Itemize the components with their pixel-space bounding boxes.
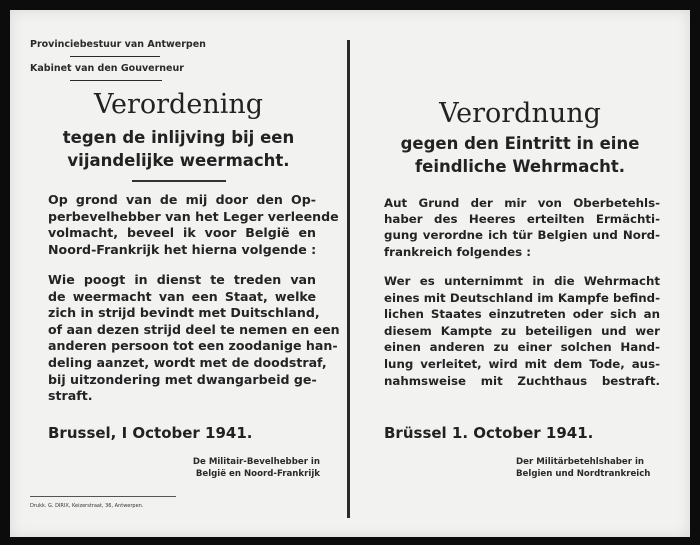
intro-line: perbevelhebber van het Leger verleende — [48, 208, 339, 224]
body-line: eines mit Deutschland im Kampfe befind- — [384, 290, 660, 305]
intro-line: gung verordne ich tür Belgien und Nord- — [384, 228, 660, 243]
subtitle-german-line-2: feindliche Wehrmacht. — [414, 157, 626, 176]
date-german: Brüssel 1. October 1941. — [384, 424, 594, 442]
body-line: lung verleitet, wird mit dem Tode, aus- — [384, 356, 660, 371]
signer-line: Der Militärbetehlshaber in — [516, 457, 645, 467]
signer-dutch — [190, 456, 320, 480]
office-cabinet: Kabinet van den Gouverneur — [30, 63, 184, 74]
title-german: Verordnung — [439, 98, 601, 129]
body-line: lichen Staates einzutreten oder sich an — [384, 307, 660, 322]
body-line: deling aanzet, wordt met de doodstraf, — [48, 354, 327, 370]
body-line: of aan dezen strijd deel te nemen en een — [48, 321, 340, 337]
date-dutch: Brussel, I October 1941. — [48, 424, 253, 442]
printer-imprint: Drukk. G. DIRIX, Keizerstraat, 36, Antwerpen. — [30, 503, 144, 509]
subtitle-german-line-1: gegen den Eintritt in eine — [400, 134, 640, 153]
poster-sheet — [10, 10, 690, 537]
body-line: Wie poogt in dienst te treden van — [48, 272, 316, 287]
intro-line: haber des Heeres erteilten Ermächti- — [384, 212, 660, 227]
body-line: straft. — [48, 388, 93, 404]
intro-german — [384, 195, 660, 260]
body-line: de weermacht van een Staat, welke — [48, 288, 316, 304]
office-rule — [70, 56, 160, 57]
body-line: bij uitzondering met dwangarbeid ge- — [48, 371, 317, 387]
subtitle-dutch-line-1: tegen de inlijving bij een — [62, 128, 295, 147]
body-german — [384, 273, 660, 389]
printer-rule — [30, 496, 176, 497]
body-line: anderen persoon tot een zoodanige han- — [48, 338, 338, 354]
body-line: einen anderen zu einer solchen Hand- — [384, 340, 660, 355]
signer-german — [516, 456, 650, 480]
intro-line: Op grond van de mij door den Op- — [48, 192, 316, 207]
intro-line: volmacht, beveel ik voor België en — [48, 225, 316, 241]
signer-line: België en Noord-Frankrijk — [195, 469, 320, 479]
subtitle-dutch-line-2: vijandelijke weermacht. — [67, 151, 290, 170]
intro-line: Aut Grund der mir von Oberbetehls- — [384, 196, 660, 210]
body-line: diesem Kampte zu beteiligen und wer — [384, 323, 660, 338]
signer-line: De Militair-Bevelhebber in — [192, 457, 320, 467]
office-name: Provinciebestuur van Antwerpen — [30, 39, 206, 50]
office-rule-2 — [70, 80, 162, 81]
body-line: nahmsweise mit Zuchthaus bestraft. — [384, 373, 660, 388]
intro-dutch — [48, 192, 339, 258]
signer-line: Belgien und Nordtrankreich — [516, 469, 651, 479]
title-rule — [132, 180, 226, 182]
title-dutch: Verordening — [93, 89, 264, 120]
body-line: zich in strijd bevindt met Duitschland, — [48, 305, 320, 321]
intro-line: frankreich folgendes : — [384, 244, 531, 259]
body-dutch — [48, 272, 340, 405]
body-line: Wer es unternimmt in die Wehrmacht — [384, 274, 660, 288]
intro-line: Noord-Frankrijk het hierna volgende : — [48, 241, 317, 257]
